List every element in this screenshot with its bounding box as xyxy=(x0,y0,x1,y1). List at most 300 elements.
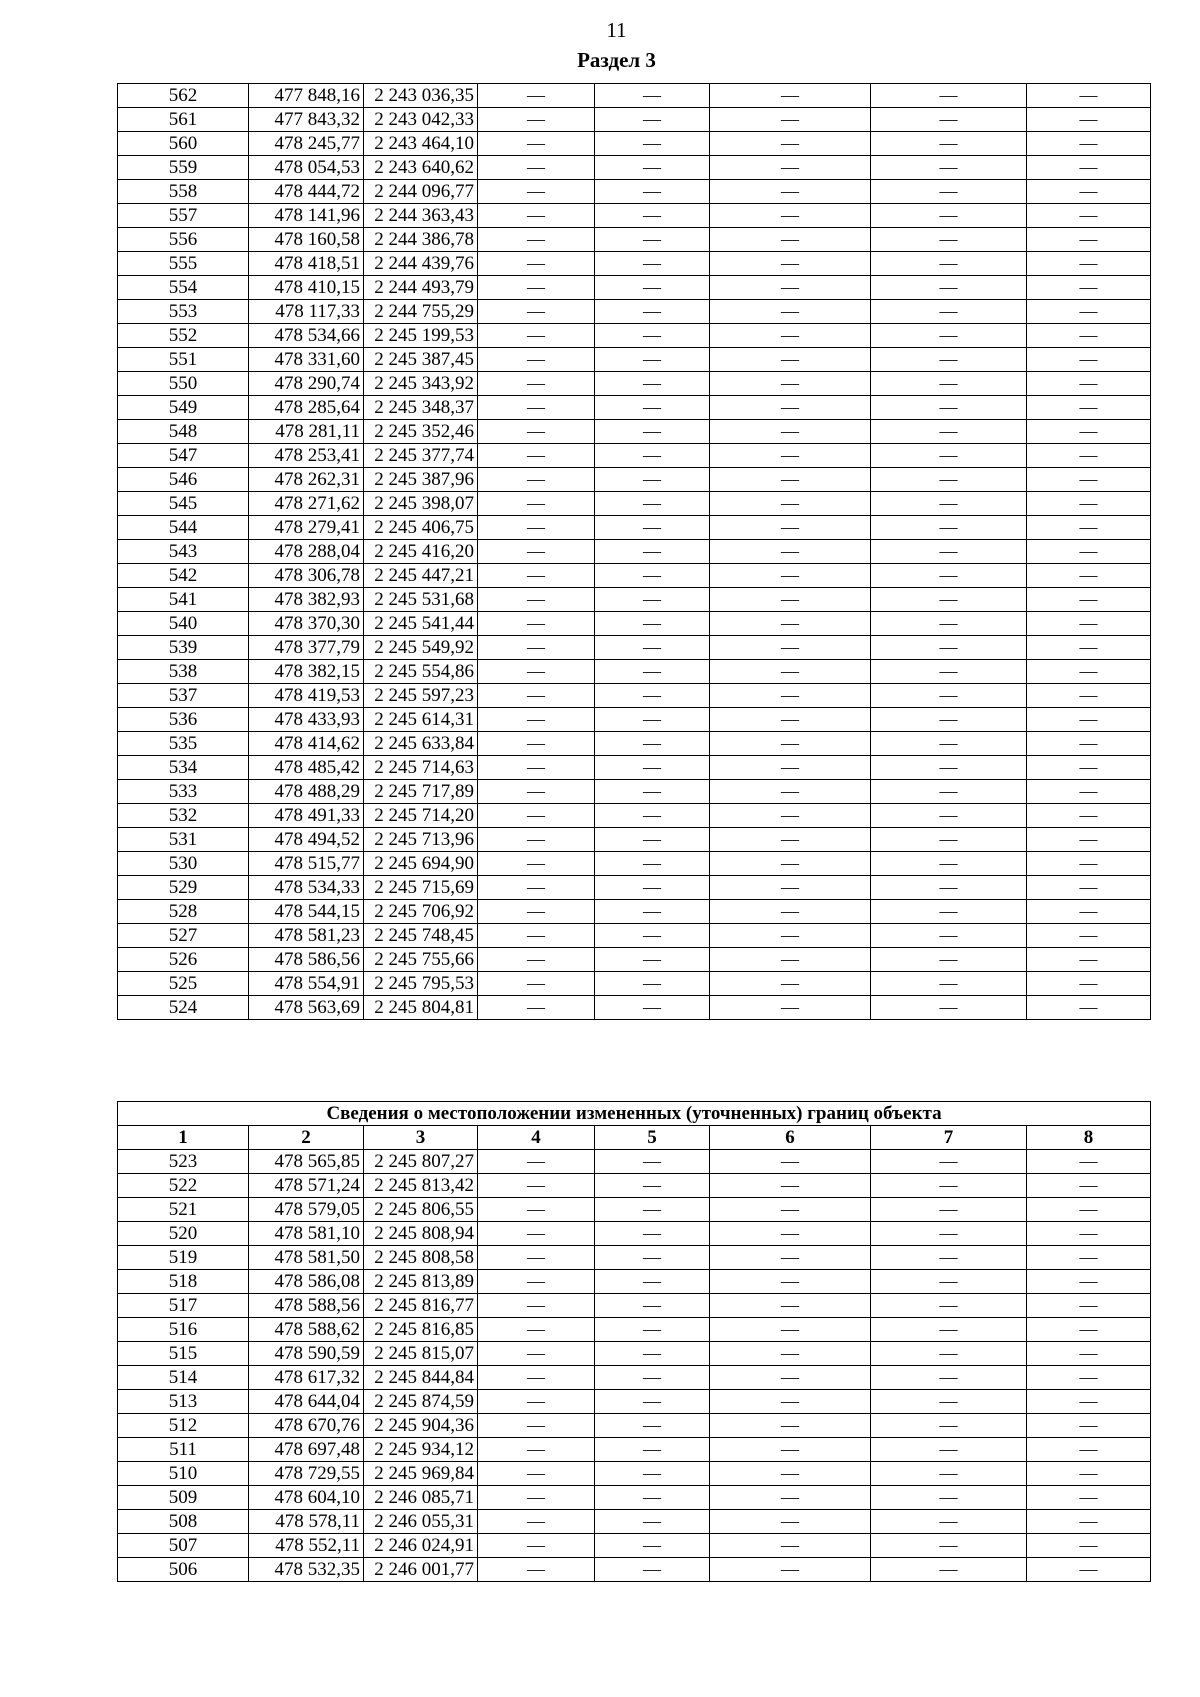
y-coordinate-cell: 2 245 714,20 xyxy=(364,804,478,828)
col6-cell: — xyxy=(710,924,871,948)
table-row xyxy=(118,660,1151,684)
col5-cell: — xyxy=(595,348,710,372)
col5-cell: — xyxy=(595,900,710,924)
col5-cell: — xyxy=(595,1174,710,1198)
col4-cell: — xyxy=(478,1390,595,1414)
col8-cell: — xyxy=(1027,1246,1151,1270)
col8-cell: — xyxy=(1027,300,1151,324)
col5-cell: — xyxy=(595,660,710,684)
y-coordinate-cell: 2 245 815,07 xyxy=(364,1342,478,1366)
col7-cell: — xyxy=(871,372,1027,396)
col8-cell: — xyxy=(1027,204,1151,228)
col4-cell: — xyxy=(478,1438,595,1462)
coordinates-table-continued xyxy=(117,83,1151,1020)
col6-cell: — xyxy=(710,684,871,708)
col7-cell: — xyxy=(871,1462,1027,1486)
col6-cell: — xyxy=(710,132,871,156)
table-row xyxy=(118,780,1151,804)
x-coordinate-cell: 478 586,08 xyxy=(249,1270,364,1294)
col8-cell: — xyxy=(1027,708,1151,732)
point-number-cell: 556 xyxy=(118,228,249,252)
y-coordinate-cell: 2 244 096,77 xyxy=(364,180,478,204)
point-number-cell: 541 xyxy=(118,588,249,612)
col4-cell: — xyxy=(478,132,595,156)
y-coordinate-cell: 2 245 633,84 xyxy=(364,732,478,756)
y-coordinate-cell: 2 246 001,77 xyxy=(364,1558,478,1582)
col4-cell: — xyxy=(478,516,595,540)
x-coordinate-cell: 478 563,69 xyxy=(249,996,364,1020)
col6-cell: — xyxy=(710,156,871,180)
col8-cell: — xyxy=(1027,588,1151,612)
col8-cell: — xyxy=(1027,372,1151,396)
x-coordinate-cell: 478 670,76 xyxy=(249,1414,364,1438)
table-row xyxy=(118,852,1151,876)
x-coordinate-cell: 478 370,30 xyxy=(249,612,364,636)
y-coordinate-cell: 2 245 816,77 xyxy=(364,1294,478,1318)
col4-cell: — xyxy=(478,780,595,804)
y-coordinate-cell: 2 246 085,71 xyxy=(364,1486,478,1510)
col8-cell: — xyxy=(1027,180,1151,204)
point-number-cell: 529 xyxy=(118,876,249,900)
table-row xyxy=(118,1486,1151,1510)
x-coordinate-cell: 478 491,33 xyxy=(249,804,364,828)
col4-cell: — xyxy=(478,420,595,444)
y-coordinate-cell: 2 243 464,10 xyxy=(364,132,478,156)
y-coordinate-cell: 2 245 748,45 xyxy=(364,924,478,948)
column-number: 4 xyxy=(478,1126,595,1150)
col7-cell: — xyxy=(871,828,1027,852)
col7-cell: — xyxy=(871,204,1027,228)
col8-cell: — xyxy=(1027,1366,1151,1390)
y-coordinate-cell: 2 245 813,42 xyxy=(364,1174,478,1198)
col6-cell: — xyxy=(710,444,871,468)
x-coordinate-cell: 478 418,51 xyxy=(249,252,364,276)
col8-cell: — xyxy=(1027,108,1151,132)
col8-cell: — xyxy=(1027,828,1151,852)
col6-cell: — xyxy=(710,1174,871,1198)
table-row xyxy=(118,228,1151,252)
point-number-cell: 517 xyxy=(118,1294,249,1318)
col5-cell: — xyxy=(595,84,710,108)
col5-cell: — xyxy=(595,204,710,228)
col6-cell: — xyxy=(710,300,871,324)
col7-cell: — xyxy=(871,1366,1027,1390)
table-row xyxy=(118,540,1151,564)
col4-cell: — xyxy=(478,948,595,972)
col4-cell: — xyxy=(478,396,595,420)
x-coordinate-cell: 478 552,11 xyxy=(249,1534,364,1558)
col4-cell: — xyxy=(478,1342,595,1366)
point-number-cell: 549 xyxy=(118,396,249,420)
point-number-cell: 509 xyxy=(118,1486,249,1510)
table-row xyxy=(118,900,1151,924)
table-row xyxy=(118,132,1151,156)
col7-cell: — xyxy=(871,420,1027,444)
col8-cell: — xyxy=(1027,852,1151,876)
col6-cell: — xyxy=(710,396,871,420)
col7-cell: — xyxy=(871,108,1027,132)
col4-cell: — xyxy=(478,1486,595,1510)
y-coordinate-cell: 2 245 934,12 xyxy=(364,1438,478,1462)
x-coordinate-cell: 478 160,58 xyxy=(249,228,364,252)
col5-cell: — xyxy=(595,396,710,420)
col6-cell: — xyxy=(710,972,871,996)
col5-cell: — xyxy=(595,780,710,804)
y-coordinate-cell: 2 245 713,96 xyxy=(364,828,478,852)
table-row xyxy=(118,636,1151,660)
col6-cell: — xyxy=(710,228,871,252)
point-number-cell: 521 xyxy=(118,1198,249,1222)
col6-cell: — xyxy=(710,420,871,444)
y-coordinate-cell: 2 245 706,92 xyxy=(364,900,478,924)
col7-cell: — xyxy=(871,1222,1027,1246)
table-row xyxy=(118,564,1151,588)
y-coordinate-cell: 2 243 036,35 xyxy=(364,84,478,108)
x-coordinate-cell: 478 586,56 xyxy=(249,948,364,972)
col6-cell: — xyxy=(710,564,871,588)
col8-cell: — xyxy=(1027,1222,1151,1246)
col4-cell: — xyxy=(478,1534,595,1558)
y-coordinate-cell: 2 245 808,58 xyxy=(364,1246,478,1270)
col5-cell: — xyxy=(595,588,710,612)
col7-cell: — xyxy=(871,612,1027,636)
col6-cell: — xyxy=(710,1342,871,1366)
col6-cell: — xyxy=(710,708,871,732)
col4-cell: — xyxy=(478,828,595,852)
point-number-cell: 537 xyxy=(118,684,249,708)
point-number-cell: 548 xyxy=(118,420,249,444)
x-coordinate-cell: 478 554,91 xyxy=(249,972,364,996)
point-number-cell: 532 xyxy=(118,804,249,828)
y-coordinate-cell: 2 246 055,31 xyxy=(364,1510,478,1534)
point-number-cell: 560 xyxy=(118,132,249,156)
y-coordinate-cell: 2 244 493,79 xyxy=(364,276,478,300)
col8-cell: — xyxy=(1027,1438,1151,1462)
point-number-cell: 516 xyxy=(118,1318,249,1342)
x-coordinate-cell: 478 590,59 xyxy=(249,1342,364,1366)
point-number-cell: 513 xyxy=(118,1390,249,1414)
col8-cell: — xyxy=(1027,1486,1151,1510)
col4-cell: — xyxy=(478,972,595,996)
col4-cell: — xyxy=(478,876,595,900)
col4-cell: — xyxy=(478,1174,595,1198)
y-coordinate-cell: 2 243 640,62 xyxy=(364,156,478,180)
col8-cell: — xyxy=(1027,1534,1151,1558)
point-number-cell: 530 xyxy=(118,852,249,876)
col5-cell: — xyxy=(595,1510,710,1534)
y-coordinate-cell: 2 245 844,84 xyxy=(364,1366,478,1390)
col5-cell: — xyxy=(595,276,710,300)
col4-cell: — xyxy=(478,492,595,516)
x-coordinate-cell: 478 604,10 xyxy=(249,1486,364,1510)
col7-cell: — xyxy=(871,876,1027,900)
col5-cell: — xyxy=(595,132,710,156)
col6-cell: — xyxy=(710,804,871,828)
col5-cell: — xyxy=(595,420,710,444)
col5-cell: — xyxy=(595,228,710,252)
y-coordinate-cell: 2 245 352,46 xyxy=(364,420,478,444)
x-coordinate-cell: 478 271,62 xyxy=(249,492,364,516)
col8-cell: — xyxy=(1027,228,1151,252)
col8-cell: — xyxy=(1027,1558,1151,1582)
col4-cell: — xyxy=(478,348,595,372)
table-row xyxy=(118,948,1151,972)
col6-cell: — xyxy=(710,348,871,372)
col5-cell: — xyxy=(595,804,710,828)
x-coordinate-cell: 478 565,85 xyxy=(249,1150,364,1174)
y-coordinate-cell: 2 245 874,59 xyxy=(364,1390,478,1414)
point-number-cell: 525 xyxy=(118,972,249,996)
col7-cell: — xyxy=(871,468,1027,492)
column-number: 5 xyxy=(595,1126,710,1150)
point-number-cell: 507 xyxy=(118,1534,249,1558)
col8-cell: — xyxy=(1027,732,1151,756)
y-coordinate-cell: 2 245 597,23 xyxy=(364,684,478,708)
col7-cell: — xyxy=(871,1294,1027,1318)
y-coordinate-cell: 2 245 755,66 xyxy=(364,948,478,972)
point-number-cell: 547 xyxy=(118,444,249,468)
table-row xyxy=(118,732,1151,756)
col4-cell: — xyxy=(478,204,595,228)
y-coordinate-cell: 2 245 554,86 xyxy=(364,660,478,684)
col6-cell: — xyxy=(710,252,871,276)
col5-cell: — xyxy=(595,1198,710,1222)
x-coordinate-cell: 478 290,74 xyxy=(249,372,364,396)
table-row xyxy=(118,444,1151,468)
col6-cell: — xyxy=(710,636,871,660)
col7-cell: — xyxy=(871,996,1027,1020)
col7-cell: — xyxy=(871,180,1027,204)
col7-cell: — xyxy=(871,276,1027,300)
col5-cell: — xyxy=(595,324,710,348)
x-coordinate-cell: 478 697,48 xyxy=(249,1438,364,1462)
col4-cell: — xyxy=(478,1294,595,1318)
col8-cell: — xyxy=(1027,420,1151,444)
col8-cell: — xyxy=(1027,780,1151,804)
col4-cell: — xyxy=(478,708,595,732)
col6-cell: — xyxy=(710,540,871,564)
col5-cell: — xyxy=(595,732,710,756)
table-row xyxy=(118,420,1151,444)
col4-cell: — xyxy=(478,900,595,924)
col7-cell: — xyxy=(871,1558,1027,1582)
point-number-cell: 555 xyxy=(118,252,249,276)
col6-cell: — xyxy=(710,1390,871,1414)
point-number-cell: 538 xyxy=(118,660,249,684)
col7-cell: — xyxy=(871,396,1027,420)
x-coordinate-cell: 478 729,55 xyxy=(249,1462,364,1486)
col5-cell: — xyxy=(595,1438,710,1462)
point-number-cell: 522 xyxy=(118,1174,249,1198)
y-coordinate-cell: 2 245 348,37 xyxy=(364,396,478,420)
y-coordinate-cell: 2 245 343,92 xyxy=(364,372,478,396)
y-coordinate-cell: 2 245 717,89 xyxy=(364,780,478,804)
x-coordinate-cell: 478 588,56 xyxy=(249,1294,364,1318)
section-title: Раздел 3 xyxy=(577,48,656,72)
col7-cell: — xyxy=(871,588,1027,612)
col8-cell: — xyxy=(1027,540,1151,564)
col4-cell: — xyxy=(478,1150,595,1174)
col4-cell: — xyxy=(478,852,595,876)
x-coordinate-cell: 477 843,32 xyxy=(249,108,364,132)
col6-cell: — xyxy=(710,1222,871,1246)
table-row xyxy=(118,1246,1151,1270)
col8-cell: — xyxy=(1027,1198,1151,1222)
point-number-cell: 546 xyxy=(118,468,249,492)
table-row xyxy=(118,1366,1151,1390)
col5-cell: — xyxy=(595,372,710,396)
col8-cell: — xyxy=(1027,636,1151,660)
table-row xyxy=(118,372,1151,396)
column-number: 1 xyxy=(118,1126,249,1150)
x-coordinate-cell: 478 433,93 xyxy=(249,708,364,732)
table-row xyxy=(118,1198,1151,1222)
col8-cell: — xyxy=(1027,756,1151,780)
col8-cell: — xyxy=(1027,84,1151,108)
col7-cell: — xyxy=(871,900,1027,924)
y-coordinate-cell: 2 245 694,90 xyxy=(364,852,478,876)
table-row xyxy=(118,924,1151,948)
col5-cell: — xyxy=(595,180,710,204)
col4-cell: — xyxy=(478,564,595,588)
col8-cell: — xyxy=(1027,804,1151,828)
col6-cell: — xyxy=(710,372,871,396)
table-row xyxy=(118,804,1151,828)
point-number-cell: 557 xyxy=(118,204,249,228)
column-number: 7 xyxy=(871,1126,1027,1150)
col6-cell: — xyxy=(710,108,871,132)
col7-cell: — xyxy=(871,492,1027,516)
table-row xyxy=(118,252,1151,276)
col6-cell: — xyxy=(710,732,871,756)
col8-cell: — xyxy=(1027,1510,1151,1534)
col4-cell: — xyxy=(478,1270,595,1294)
table-row xyxy=(118,324,1151,348)
col6-cell: — xyxy=(710,876,871,900)
col4-cell: — xyxy=(478,372,595,396)
col8-cell: — xyxy=(1027,876,1151,900)
col4-cell: — xyxy=(478,444,595,468)
col5-cell: — xyxy=(595,708,710,732)
point-number-cell: 542 xyxy=(118,564,249,588)
y-coordinate-cell: 2 244 755,29 xyxy=(364,300,478,324)
col4-cell: — xyxy=(478,1318,595,1342)
col7-cell: — xyxy=(871,1270,1027,1294)
col8-cell: — xyxy=(1027,972,1151,996)
x-coordinate-cell: 478 571,24 xyxy=(249,1174,364,1198)
col5-cell: — xyxy=(595,924,710,948)
col5-cell: — xyxy=(595,492,710,516)
col4-cell: — xyxy=(478,108,595,132)
col4-cell: — xyxy=(478,324,595,348)
col4-cell: — xyxy=(478,1246,595,1270)
point-number-cell: 558 xyxy=(118,180,249,204)
table-row xyxy=(118,1318,1151,1342)
x-coordinate-cell: 478 581,23 xyxy=(249,924,364,948)
col6-cell: — xyxy=(710,180,871,204)
col7-cell: — xyxy=(871,636,1027,660)
x-coordinate-cell: 478 414,62 xyxy=(249,732,364,756)
col5-cell: — xyxy=(595,684,710,708)
x-coordinate-cell: 478 279,41 xyxy=(249,516,364,540)
col8-cell: — xyxy=(1027,348,1151,372)
col8-cell: — xyxy=(1027,276,1151,300)
col7-cell: — xyxy=(871,132,1027,156)
col7-cell: — xyxy=(871,348,1027,372)
col4-cell: — xyxy=(478,684,595,708)
x-coordinate-cell: 478 494,52 xyxy=(249,828,364,852)
x-coordinate-cell: 478 581,10 xyxy=(249,1222,364,1246)
col6-cell: — xyxy=(710,1438,871,1462)
y-coordinate-cell: 2 243 042,33 xyxy=(364,108,478,132)
x-coordinate-cell: 478 141,96 xyxy=(249,204,364,228)
point-number-cell: 515 xyxy=(118,1342,249,1366)
point-number-cell: 510 xyxy=(118,1462,249,1486)
col7-cell: — xyxy=(871,684,1027,708)
col8-cell: — xyxy=(1027,492,1151,516)
col8-cell: — xyxy=(1027,1294,1151,1318)
col4-cell: — xyxy=(478,1414,595,1438)
col5-cell: — xyxy=(595,540,710,564)
x-coordinate-cell: 478 419,53 xyxy=(249,684,364,708)
col7-cell: — xyxy=(871,1438,1027,1462)
col4-cell: — xyxy=(478,612,595,636)
col4-cell: — xyxy=(478,1510,595,1534)
point-number-cell: 533 xyxy=(118,780,249,804)
point-number-cell: 539 xyxy=(118,636,249,660)
x-coordinate-cell: 478 253,41 xyxy=(249,444,364,468)
x-coordinate-cell: 478 245,77 xyxy=(249,132,364,156)
col7-cell: — xyxy=(871,444,1027,468)
table-row xyxy=(118,1510,1151,1534)
col4-cell: — xyxy=(478,84,595,108)
col4-cell: — xyxy=(478,1462,595,1486)
point-number-cell: 559 xyxy=(118,156,249,180)
col7-cell: — xyxy=(871,1342,1027,1366)
y-coordinate-cell: 2 245 807,27 xyxy=(364,1150,478,1174)
point-number-cell: 506 xyxy=(118,1558,249,1582)
page-number: 11 xyxy=(606,18,627,42)
col5-cell: — xyxy=(595,756,710,780)
col4-cell: — xyxy=(478,756,595,780)
col5-cell: — xyxy=(595,1342,710,1366)
y-coordinate-cell: 2 244 386,78 xyxy=(364,228,478,252)
x-coordinate-cell: 478 377,79 xyxy=(249,636,364,660)
col7-cell: — xyxy=(871,516,1027,540)
col5-cell: — xyxy=(595,852,710,876)
point-number-cell: 519 xyxy=(118,1246,249,1270)
col4-cell: — xyxy=(478,1222,595,1246)
point-number-cell: 562 xyxy=(118,84,249,108)
col8-cell: — xyxy=(1027,684,1151,708)
col6-cell: — xyxy=(710,276,871,300)
point-number-cell: 543 xyxy=(118,540,249,564)
col6-cell: — xyxy=(710,660,871,684)
table-caption-row xyxy=(118,1102,1151,1126)
column-number: 3 xyxy=(364,1126,478,1150)
col4-cell: — xyxy=(478,924,595,948)
point-number-cell: 552 xyxy=(118,324,249,348)
col6-cell: — xyxy=(710,324,871,348)
col7-cell: — xyxy=(871,324,1027,348)
col7-cell: — xyxy=(871,84,1027,108)
col6-cell: — xyxy=(710,1462,871,1486)
x-coordinate-cell: 478 488,29 xyxy=(249,780,364,804)
y-coordinate-cell: 2 245 813,89 xyxy=(364,1270,478,1294)
col8-cell: — xyxy=(1027,156,1151,180)
col6-cell: — xyxy=(710,84,871,108)
col5-cell: — xyxy=(595,828,710,852)
